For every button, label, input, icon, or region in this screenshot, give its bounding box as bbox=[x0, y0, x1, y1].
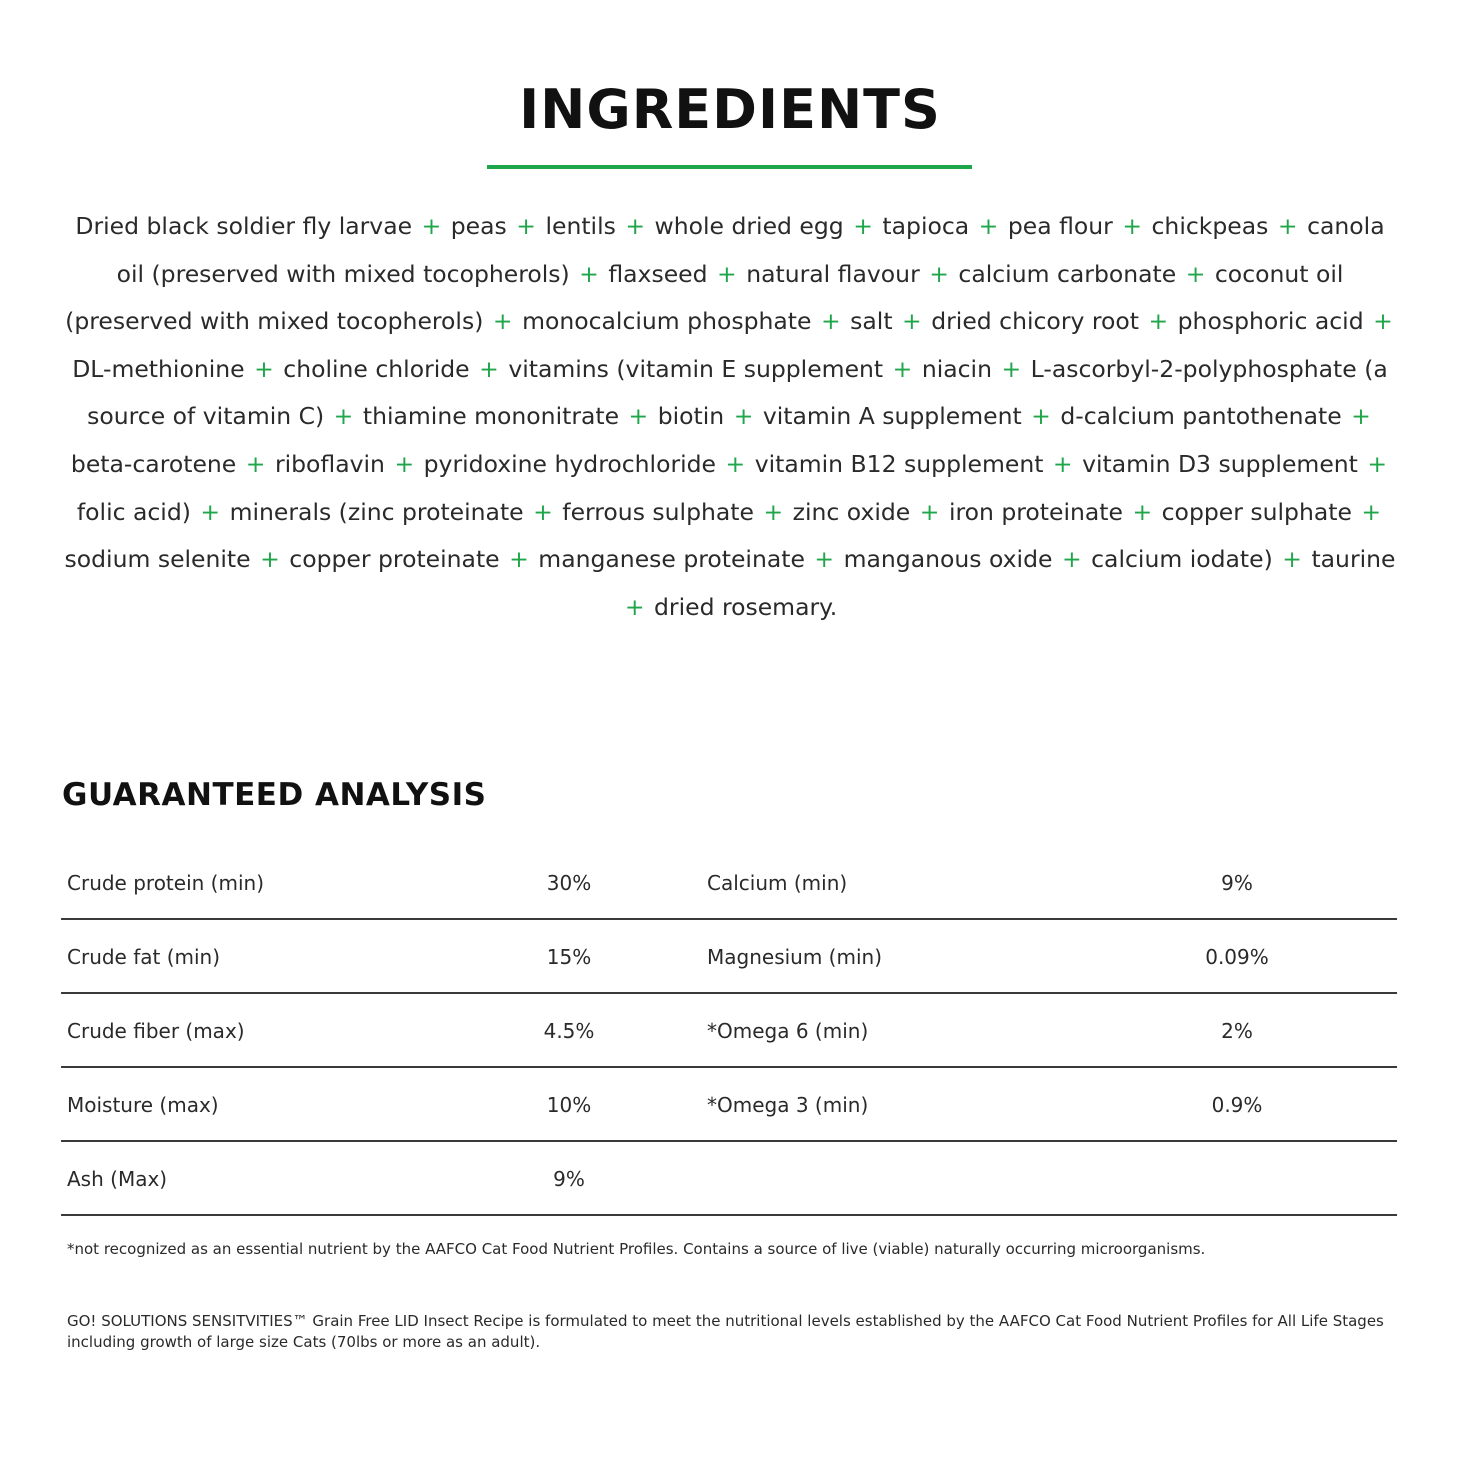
plus-separator-icon: + bbox=[1031, 402, 1051, 431]
ingredient-item: minerals (zinc proteinate bbox=[229, 497, 524, 526]
plus-separator-icon: + bbox=[853, 212, 873, 240]
aafco-statement: GO! SOLUTIONS SENSITVITIES™ Grain Free LID Insect Recipe is formulated to meet the nutritional levels established by the AAFCO Cat Food Nutrient Profiles for All Life Stages including growth of large size Cats (70lbs or more as an adult). bbox=[67, 1312, 1384, 1351]
ingredient-item: whole dried egg bbox=[654, 212, 844, 240]
plus-separator-icon: + bbox=[333, 402, 354, 431]
nutrient-value: 0.09% bbox=[1205, 945, 1269, 969]
plus-separator-icon: + bbox=[254, 354, 274, 383]
nutrient-label: Ash (Max) bbox=[67, 1167, 168, 1191]
plus-separator-icon: + bbox=[717, 259, 737, 288]
plus-separator-icon: + bbox=[1367, 449, 1388, 478]
plus-separator-icon: + bbox=[394, 449, 415, 478]
nutrient-value: 4.5% bbox=[543, 1019, 595, 1043]
ingredient-item: folic acid) bbox=[76, 497, 191, 526]
ingredient-item: manganese proteinate bbox=[538, 545, 805, 574]
plus-separator-icon: + bbox=[929, 259, 949, 288]
plus-separator-icon: + bbox=[1277, 212, 1298, 240]
nutrient-value: 10% bbox=[546, 1093, 592, 1117]
ingredient-item: choline chloride bbox=[283, 354, 470, 383]
ingredient-item: beta-carotene bbox=[70, 449, 237, 478]
footnote: *not recognized as an essential nutrient by the AAFCO Cat Food Nutrient Profiles. Contains a source of live (viable) naturally occurring microorganisms. bbox=[67, 1240, 1206, 1258]
plus-separator-icon: + bbox=[245, 449, 266, 478]
plus-separator-icon: + bbox=[579, 259, 599, 288]
ingredient-item: calcium iodate) bbox=[1091, 545, 1273, 574]
nutrient-label: Crude protein (min) bbox=[67, 871, 264, 895]
ingredient-item: zinc oxide bbox=[792, 497, 911, 526]
plus-separator-icon: + bbox=[1132, 497, 1153, 526]
ingredient-item: lentils bbox=[545, 212, 616, 240]
nutrient-value: 9% bbox=[553, 1167, 585, 1191]
nutrient-value: 0.9% bbox=[1211, 1093, 1263, 1117]
plus-separator-icon: + bbox=[1361, 497, 1382, 526]
ingredient-item: monocalcium phosphate bbox=[522, 307, 812, 336]
plus-separator-icon: + bbox=[1148, 307, 1169, 336]
ingredient-item: DL-methionine bbox=[72, 354, 245, 383]
ingredient-item: canola oil (preserved with mixed tocopherols) bbox=[116, 212, 1385, 288]
ingredient-item: dried rosemary. bbox=[654, 592, 838, 621]
plus-separator-icon: + bbox=[516, 212, 536, 240]
ingredient-item: peas bbox=[450, 212, 507, 240]
ingredient-item: Dried black soldier fly larvae bbox=[75, 212, 413, 240]
nutrient-label: Calcium (min) bbox=[707, 871, 848, 895]
ingredient-item: copper sulphate bbox=[1161, 497, 1352, 526]
table-row bbox=[61, 1142, 1397, 1216]
plus-separator-icon: + bbox=[200, 497, 221, 526]
table-row bbox=[61, 920, 1397, 994]
title-underline bbox=[487, 165, 972, 169]
ingredient-item: vitamin B12 supplement bbox=[754, 449, 1044, 478]
plus-separator-icon: + bbox=[1052, 449, 1073, 478]
ingredient-item: sodium selenite bbox=[64, 545, 251, 574]
ingredient-item: vitamins (vitamin E supplement bbox=[508, 354, 884, 383]
plus-separator-icon: + bbox=[1001, 354, 1022, 383]
ingredient-item: chickpeas bbox=[1151, 212, 1269, 240]
plus-separator-icon: + bbox=[479, 354, 499, 383]
nutrient-label: Crude fiber (max) bbox=[67, 1019, 245, 1043]
plus-separator-icon: + bbox=[421, 212, 442, 240]
ingredient-item: calcium carbonate bbox=[958, 259, 1177, 288]
nutrient-label: *Omega 6 (min) bbox=[707, 1019, 869, 1043]
ingredient-item: natural flavour bbox=[746, 259, 920, 288]
plus-separator-icon: + bbox=[814, 545, 835, 574]
ingredient-item: dried chicory root bbox=[931, 307, 1139, 336]
plus-separator-icon: + bbox=[919, 497, 940, 526]
nutrient-value: 15% bbox=[546, 945, 592, 969]
plus-separator-icon: + bbox=[978, 212, 999, 240]
plus-separator-icon: + bbox=[902, 307, 922, 336]
plus-separator-icon: + bbox=[260, 545, 280, 574]
plus-separator-icon: + bbox=[509, 545, 529, 574]
guaranteed-analysis-title: GUARANTEED ANALYSIS bbox=[62, 777, 487, 813]
nutrient-value: 30% bbox=[546, 871, 592, 895]
ingredient-item: tapioca bbox=[882, 212, 970, 240]
ingredient-item: iron proteinate bbox=[948, 497, 1123, 526]
nutrient-label: Magnesium (min) bbox=[707, 945, 882, 969]
ingredient-item: pyridoxine hydrochloride bbox=[423, 449, 717, 478]
ingredient-item: pea flour bbox=[1007, 212, 1113, 240]
ingredient-item: thiamine mononitrate bbox=[362, 402, 620, 431]
nutrient-value: 2% bbox=[1221, 1019, 1253, 1043]
ingredient-item: ferrous sulphate bbox=[562, 497, 754, 526]
plus-separator-icon: + bbox=[624, 592, 645, 621]
nutrient-value: 9% bbox=[1221, 871, 1253, 895]
plus-separator-icon: + bbox=[892, 354, 913, 383]
plus-separator-icon: + bbox=[1185, 259, 1206, 288]
plus-separator-icon: + bbox=[533, 497, 553, 526]
ingredients-list bbox=[62, 203, 1398, 631]
nutrient-label: Crude fat (min) bbox=[67, 945, 221, 969]
guaranteed-analysis-table bbox=[61, 846, 1397, 1216]
ingredient-item: riboflavin bbox=[274, 449, 385, 478]
ingredient-item: coconut oil (preserved with mixed tocopherols) bbox=[65, 259, 1344, 336]
ingredient-item: biotin bbox=[657, 402, 725, 431]
table-row bbox=[61, 846, 1397, 920]
ingredient-item: vitamin A supplement bbox=[762, 402, 1022, 431]
plus-separator-icon: + bbox=[820, 307, 841, 336]
table-row bbox=[61, 1068, 1397, 1142]
plus-separator-icon: + bbox=[1122, 212, 1143, 240]
ingredient-item: niacin bbox=[921, 354, 992, 383]
ingredient-item: L-ascorbyl-2-polyphosphate (a source of vitamin C) bbox=[87, 354, 1388, 431]
plus-separator-icon: + bbox=[492, 307, 513, 336]
plus-separator-icon: + bbox=[625, 212, 646, 240]
nutrient-label: *Omega 3 (min) bbox=[707, 1093, 869, 1117]
plus-separator-icon: + bbox=[1282, 545, 1302, 574]
plus-separator-icon: + bbox=[763, 497, 784, 526]
ingredient-item: salt bbox=[850, 307, 893, 336]
ingredient-item: copper proteinate bbox=[289, 545, 500, 574]
plus-separator-icon: + bbox=[628, 402, 649, 431]
plus-separator-icon: + bbox=[725, 449, 746, 478]
table-row bbox=[61, 994, 1397, 1068]
plus-separator-icon: + bbox=[1061, 545, 1082, 574]
ingredient-item: vitamin D3 supplement bbox=[1082, 449, 1358, 478]
plus-separator-icon: + bbox=[1351, 402, 1371, 431]
ingredients-title: INGREDIENTS bbox=[519, 78, 941, 141]
nutrient-label: Moisture (max) bbox=[67, 1093, 219, 1117]
ingredient-item: flaxseed bbox=[608, 259, 708, 288]
ingredient-item: manganous oxide bbox=[843, 545, 1053, 574]
plus-separator-icon: + bbox=[733, 402, 754, 431]
ingredient-item: taurine bbox=[1311, 545, 1396, 574]
plus-separator-icon: + bbox=[1373, 307, 1393, 336]
ingredient-item: phosphoric acid bbox=[1177, 307, 1364, 336]
ingredient-item: d-calcium pantothenate bbox=[1060, 402, 1342, 431]
